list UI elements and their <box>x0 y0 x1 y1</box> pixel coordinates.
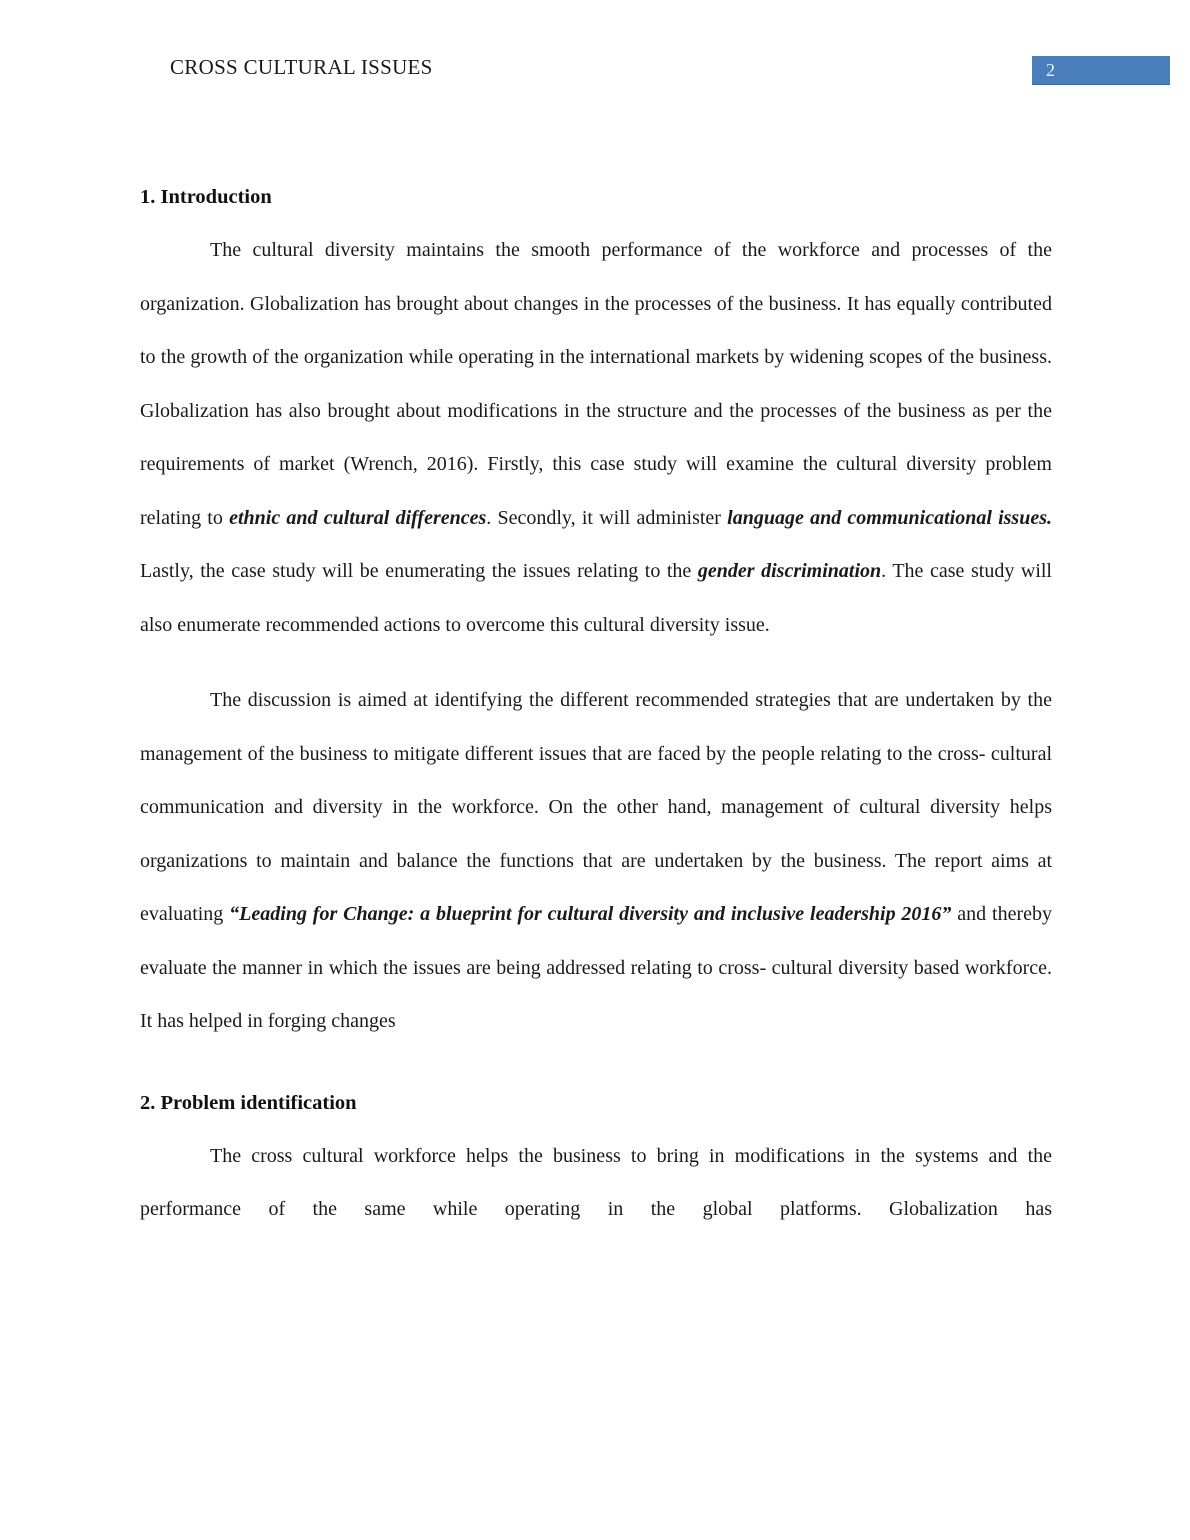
section-1 <box>140 170 1052 1049</box>
paragraph <box>140 224 1052 652</box>
document-body <box>140 170 1052 1259</box>
section-heading: 1. Introduction <box>140 186 272 208</box>
running-head-title: CROSS CULTURAL ISSUES <box>170 55 433 79</box>
text-run: The cross cultural workforce helps the business to bring in modifications in the systems and the performance of the same while operating in the global platforms. Globalization has <box>140 1144 1052 1220</box>
section-2 <box>140 1076 1052 1237</box>
text-run: and thereby evaluate the manner in which the issues are being addressed relating to cross- cultural diversity based workforce. It has helped in forging changes <box>140 903 1053 1032</box>
emphasized-text: ethnic and cultural differences <box>229 506 487 529</box>
text-run: Lastly, the case study will be enumerating the issues relating to the <box>140 560 698 582</box>
text-run: The cultural diversity maintains the smooth performance of the workforce and processes of the organization. Globalization has brought about changes in the processes of the business. It has equally contributed to the growth of the organization while operating in the international markets by widening scopes of the business. Globalization has also brought about modifications in the structure and the processes of the business as per the requirements of market (Wrench, 2016). Firstly, this case study will examine the cultural diversity problem relating to <box>140 239 1052 529</box>
page-number-badge <box>1032 56 1170 85</box>
section-heading: 2. Problem identification <box>140 1091 357 1114</box>
text-run: The discussion is aimed at identifying the different recommended strategies that are undertaken by the management of the business to mitigate different issues that are faced by the people relating to the cross- cultural communication and diversity in the workforce. On the other hand, management of cultural diversity helps organizations to maintain and balance the functions that are undertaken by the business. The report aims at evaluating <box>140 689 1052 925</box>
page-number: 2 <box>1046 60 1055 80</box>
paragraph <box>140 674 1052 1049</box>
emphasized-text: gender discrimination <box>697 560 882 582</box>
emphasized-text: “Leading for Change: a blueprint for cultural diversity and inclusive leadership 2016” <box>229 903 952 925</box>
text-run: . Secondly, it will administer <box>486 506 728 529</box>
paragraph <box>140 1130 1052 1237</box>
emphasized-text: language and communicational issues. <box>727 506 1053 529</box>
text-run: . The case study will also enumerate recommended actions to overcome this cultural diversity issue. <box>140 560 1052 636</box>
